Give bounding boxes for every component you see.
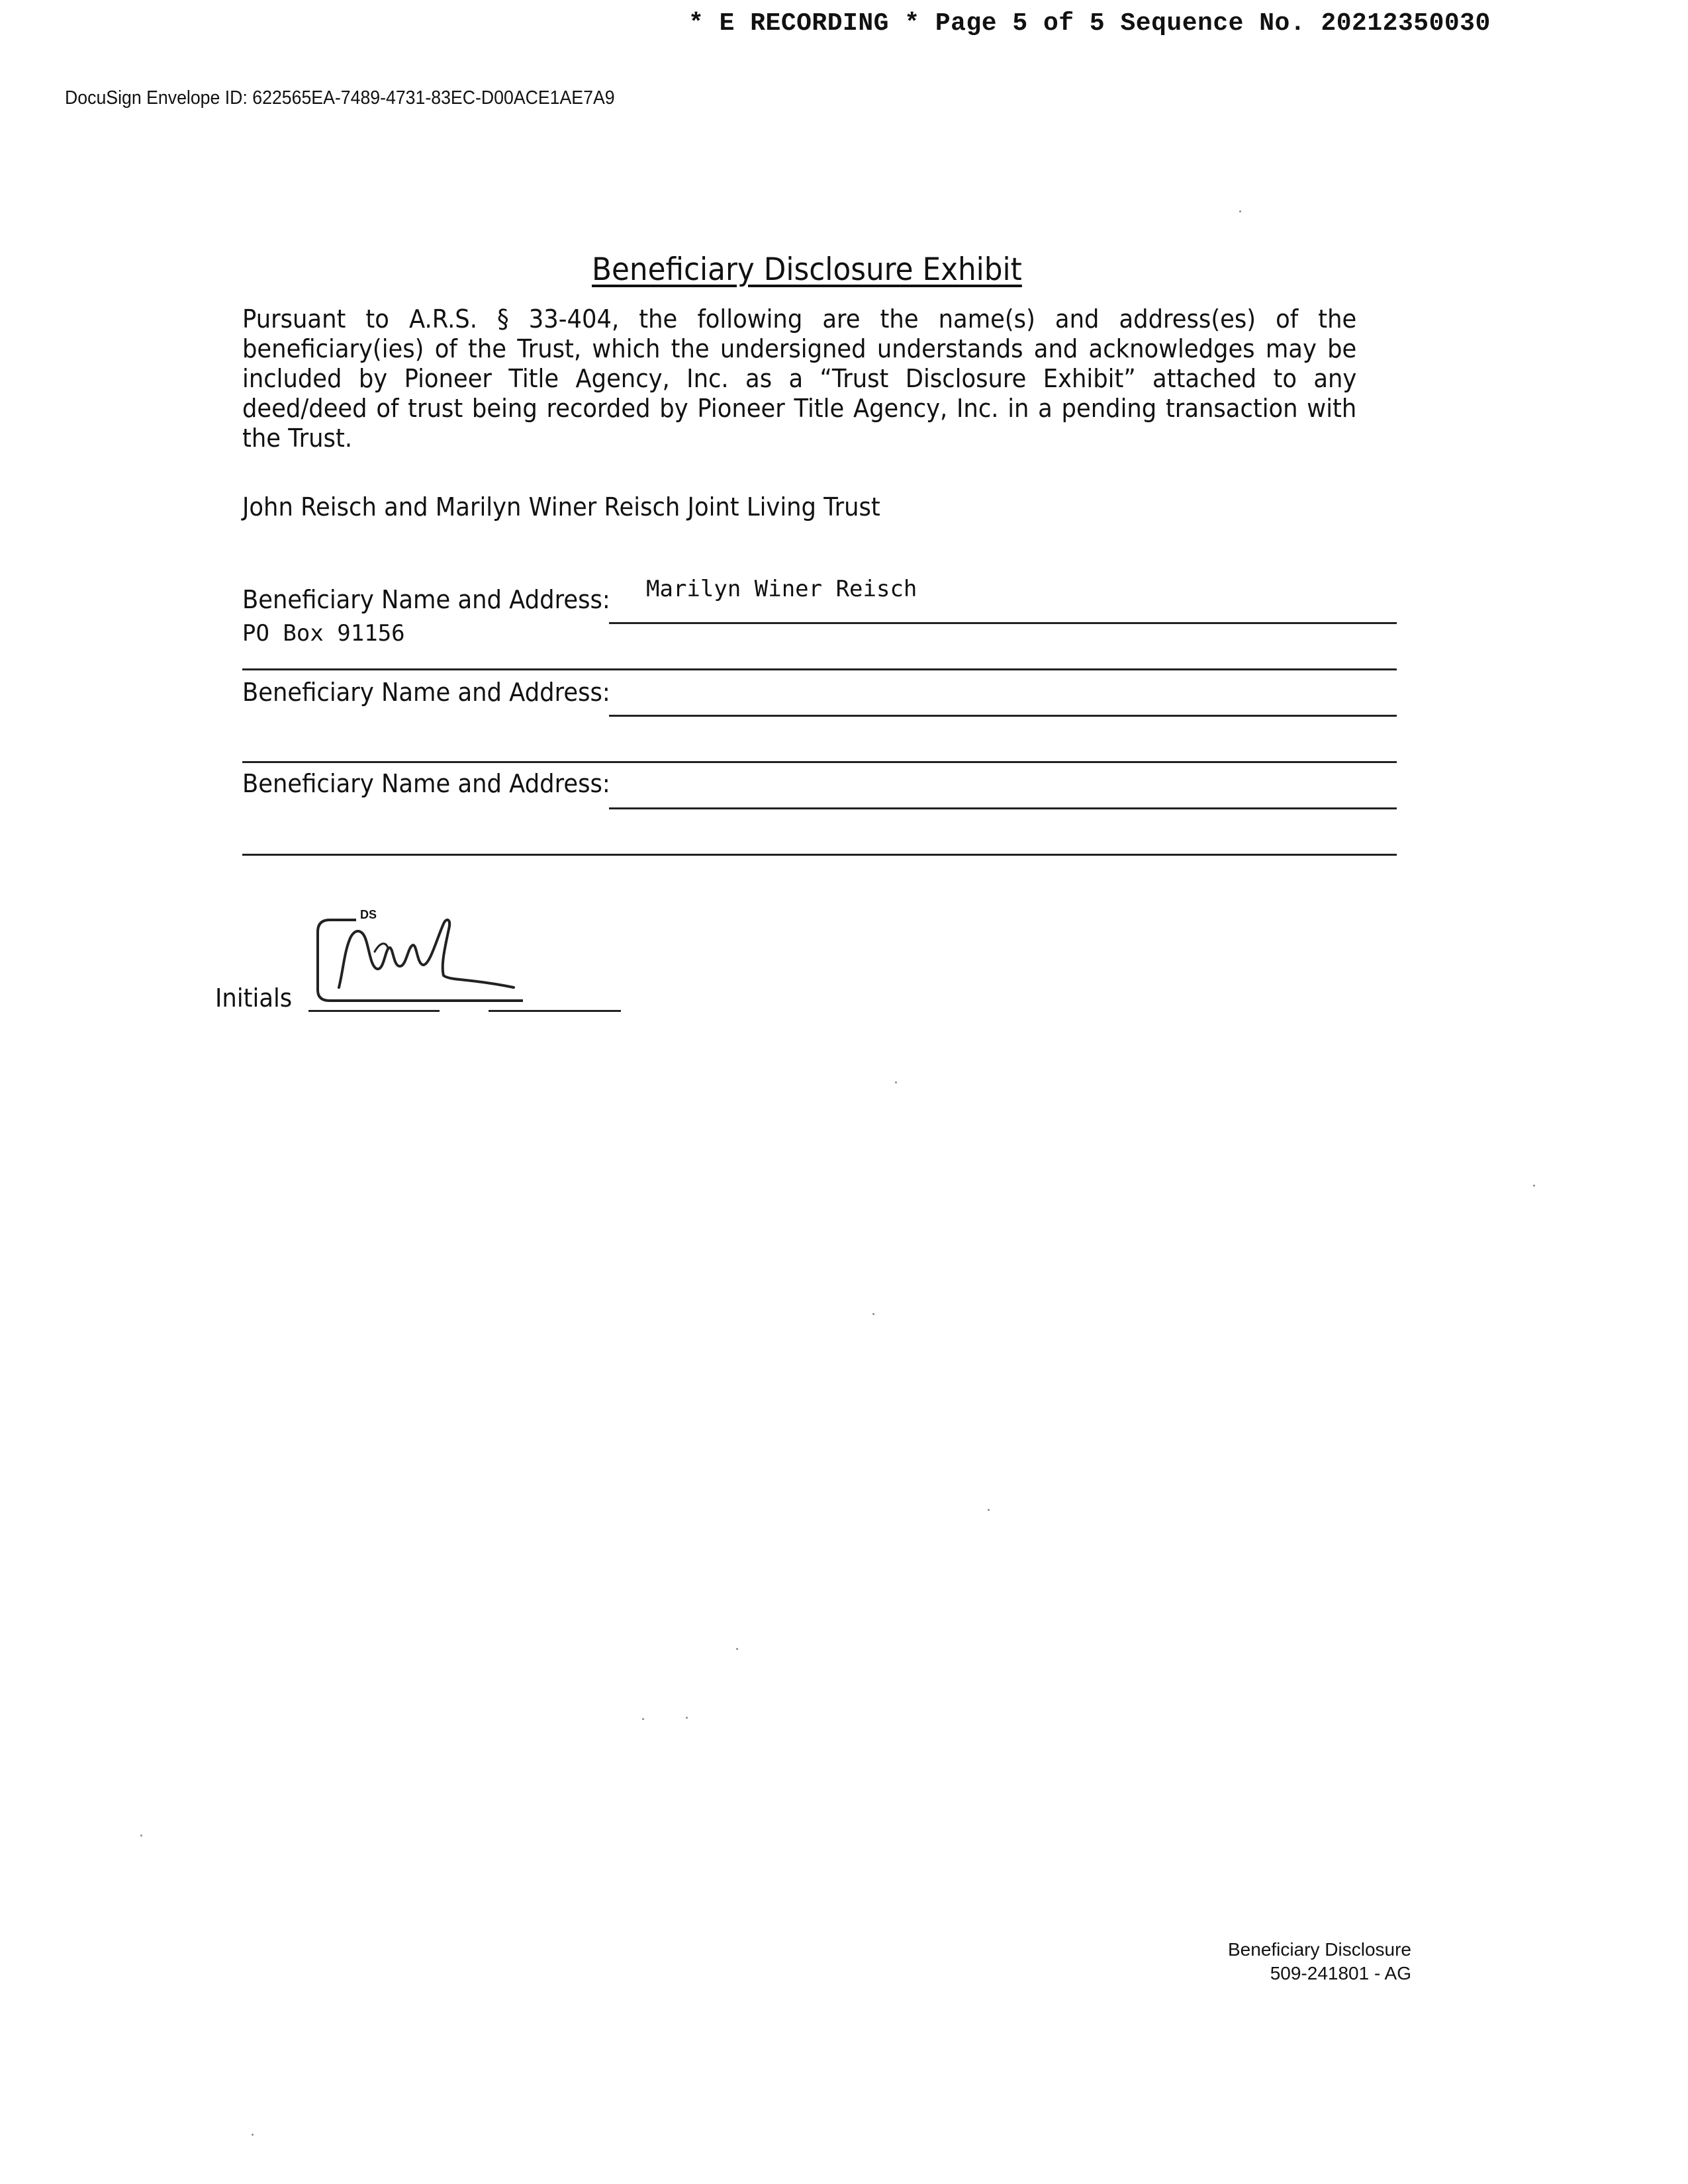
beneficiary-2-address-line	[242, 761, 1397, 763]
beneficiary-1-name-line	[609, 622, 1397, 624]
scan-speck	[1533, 1185, 1535, 1187]
footer-title: Beneficiary Disclosure	[1228, 1939, 1411, 1960]
beneficiary-3-name-line	[609, 807, 1397, 809]
beneficiary-1-label: Beneficiary Name and Address:	[242, 585, 610, 614]
trust-name: John Reisch and Marilyn Winer Reisch Joint Living Trust	[242, 492, 880, 522]
beneficiary-1-address[interactable]: PO Box 91156	[242, 620, 405, 647]
scan-speck	[140, 1835, 142, 1837]
initials-line-1	[308, 1010, 440, 1012]
scan-speck	[736, 1648, 738, 1650]
scan-speck	[895, 1081, 897, 1083]
scan-speck	[872, 1313, 874, 1315]
intro-paragraph: Pursuant to A.R.S. § 33-404, the following are the name(s) and address(es) of the beneficiary(ies) of the Trust, which the undersigned understands and acknowledges may be included by Pioneer Title Agency, Inc. as a “Trust Disclosure Exhibit” attached to any deed/deed of trust being recorded by Pioneer Title Agency, Inc. in a pending transaction with the Trust.	[242, 304, 1357, 453]
beneficiary-1-address-line	[242, 668, 1397, 670]
footer-file-number: 509-241801 - AG	[1270, 1963, 1411, 1983]
initials-signature[interactable]	[311, 912, 536, 1011]
scan-speck	[988, 1509, 990, 1511]
docusign-tag: DS	[360, 908, 377, 921]
docusign-envelope-id: DocuSign Envelope ID: 622565EA-7489-4731-83EC-D00ACE1AE7A9	[65, 87, 615, 109]
document-title: Beneficiary Disclosure Exhibit	[592, 251, 1022, 288]
scan-speck	[642, 1718, 644, 1720]
scan-speck	[252, 2134, 254, 2136]
page-footer	[1125, 1938, 1411, 1985]
beneficiary-3-address-line	[242, 854, 1397, 856]
beneficiary-2-label: Beneficiary Name and Address:	[242, 678, 610, 707]
scan-speck	[1239, 210, 1241, 212]
initials-line-2	[489, 1010, 621, 1012]
beneficiary-3-label: Beneficiary Name and Address:	[242, 769, 610, 798]
beneficiary-1-name[interactable]: Marilyn Winer Reisch	[646, 576, 917, 602]
beneficiary-2-name-line	[609, 715, 1397, 717]
initials-label: Initials	[215, 983, 293, 1013]
recording-header: * E RECORDING * Page 5 of 5 Sequence No. 20212350030	[688, 9, 1491, 38]
scan-speck	[686, 1717, 688, 1719]
